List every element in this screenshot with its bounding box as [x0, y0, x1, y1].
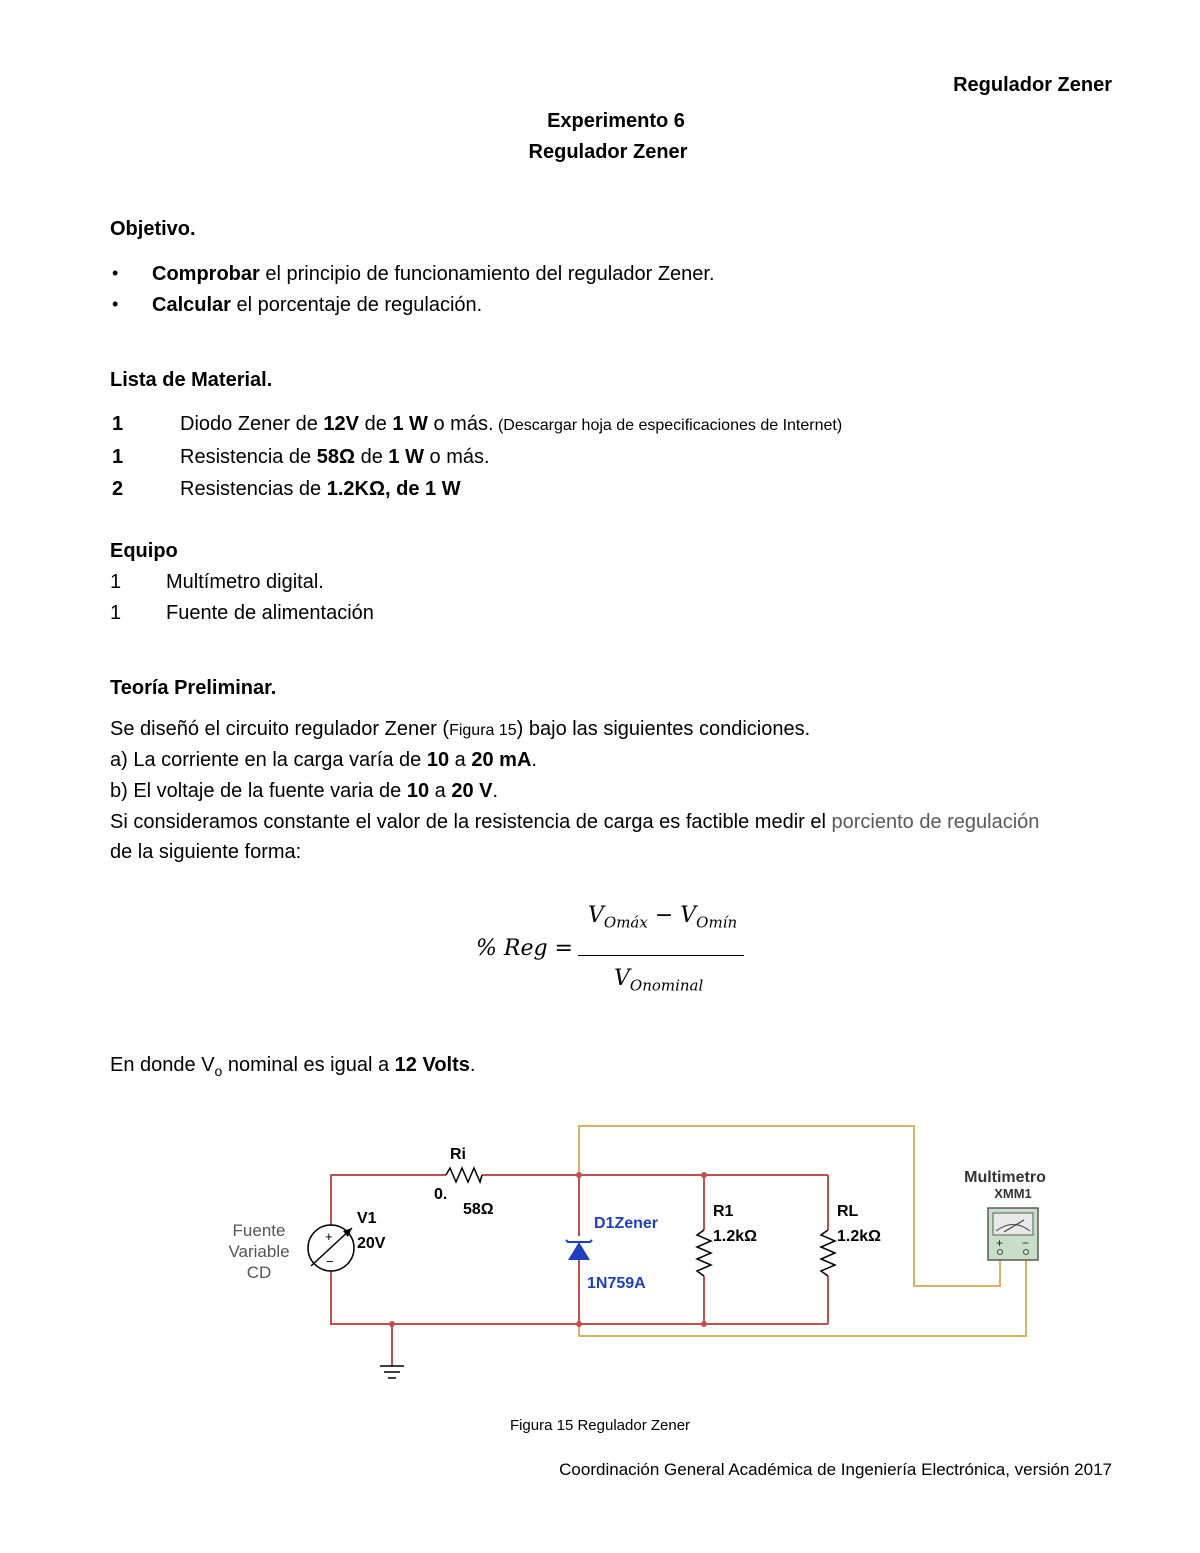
junction-dot	[576, 1321, 582, 1327]
objective-heading: Objetivo.	[110, 218, 196, 240]
v1-name: V1	[357, 1210, 377, 1227]
title-line-1: Experimento 6	[547, 110, 685, 132]
meter-minus: −	[1022, 1236, 1030, 1250]
ground-icon	[380, 1366, 404, 1378]
zener-diode-symbol	[566, 1240, 592, 1260]
junction-dot	[389, 1321, 395, 1327]
material-item-1: Diodo Zener de 12V de 1 W o más. (Descargar hoja de especificaciones de Internet)	[180, 413, 843, 435]
rl-name: RL	[837, 1203, 859, 1220]
formula-fraction-bar	[578, 955, 744, 956]
theory-paragraph-2-cont: de la siguiente forma:	[110, 841, 302, 863]
equipment-qty: 1	[110, 571, 122, 593]
formula-denominator: $V_{Onominal}$	[614, 966, 704, 995]
meter-plus: +	[996, 1236, 1004, 1250]
circuit-wires	[331, 1175, 828, 1366]
equipment-item-1: Multímetro digital.	[166, 571, 324, 593]
rl-value: 1.2kΩ	[837, 1228, 881, 1245]
equipment-item-2: Fuente de alimentación	[166, 602, 374, 624]
multimeter-icon	[988, 1208, 1038, 1260]
ri-name: Ri	[450, 1146, 466, 1163]
junction-dot	[576, 1172, 582, 1178]
svg-text:+: +	[325, 1229, 333, 1244]
source-label-2: Variable	[228, 1242, 290, 1261]
circuit-diagram	[0, 1100, 1200, 1400]
equipment-heading: Equipo	[110, 540, 178, 562]
theory-paragraph-2: Si consideramos constante el valor de la resistencia de carga es factible medir el porciento de regulación	[110, 811, 1040, 833]
voltage-source-symbol	[308, 1225, 354, 1271]
junction-dot	[701, 1321, 707, 1327]
probe-wire-plus	[579, 1126, 1000, 1286]
ri-value: 58Ω	[463, 1201, 494, 1218]
theory-condition-b: b) El voltaje de la fuente varia de 10 a 20 V.	[110, 780, 499, 802]
material-qty: 2	[112, 478, 124, 500]
meter-id: XMM1	[994, 1186, 1032, 1201]
diode-part: 1N759A	[587, 1275, 646, 1292]
objective-item-2: Calcular el porcentaje de regulación.	[152, 294, 483, 316]
material-qty: 1	[112, 413, 124, 435]
figure-caption: Figura 15 Regulador Zener	[509, 1417, 691, 1434]
bullet-icon: •	[112, 294, 119, 314]
junction-dot	[701, 1172, 707, 1178]
bullet-icon: •	[112, 263, 119, 283]
source-label-3: CD	[246, 1263, 272, 1282]
r1-value: 1.2kΩ	[713, 1228, 757, 1245]
diode-name: D1Zener	[594, 1215, 659, 1232]
material-item-2: Resistencia de 58Ω de 1 W o más.	[180, 446, 490, 468]
theory-paragraph-1: Se diseñó el circuito regulador Zener (Figura 15) bajo las siguientes condiciones.	[110, 718, 811, 740]
resistor-ri-symbol	[446, 1168, 482, 1182]
theory-condition-a: a) La corriente en la carga varía de 10 a 20 mA.	[110, 749, 537, 771]
material-qty: 1	[112, 446, 124, 468]
wire-top-left	[331, 1175, 446, 1226]
r1-name: R1	[713, 1203, 734, 1220]
title-line-2: Regulador Zener	[528, 141, 688, 163]
running-header: Regulador Zener	[953, 74, 1112, 96]
theory-heading: Teoría Preliminar.	[110, 677, 277, 699]
nominal-statement: En donde $V_o$ nominal es igual a 12 Volts.	[110, 1054, 476, 1079]
resistor-rl-symbol	[821, 1230, 835, 1276]
svg-text:−: −	[326, 1254, 334, 1269]
formula-numerator: $V_{Omáx} - V_{Omín}$	[588, 903, 738, 932]
materials-heading: Lista de Material.	[110, 369, 273, 391]
objective-item-1: Comprobar el principio de funcionamiento del regulador Zener.	[152, 263, 715, 285]
ri-prefix: 0.	[434, 1186, 448, 1203]
equipment-qty: 1	[110, 602, 122, 624]
formula-lhs: % Reg =	[476, 936, 573, 961]
meter-title: Multimetro	[964, 1169, 1046, 1186]
page-footer: Coordinación General Académica de Ingeniería Electrónica, versión 2017	[559, 1460, 1112, 1479]
resistor-r1-symbol	[697, 1230, 711, 1276]
source-label-1: Fuente	[232, 1221, 286, 1240]
v1-value: 20V	[357, 1235, 386, 1252]
material-item-3: Resistencias de 1.2KΩ, de 1 W	[180, 478, 461, 500]
